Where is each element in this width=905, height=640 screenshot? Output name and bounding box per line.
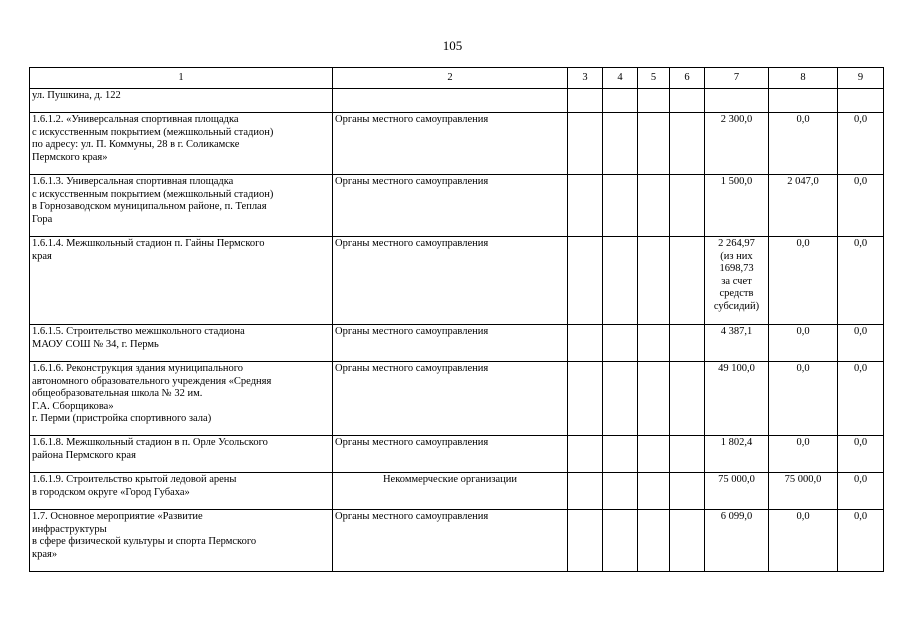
value-cell — [568, 362, 603, 436]
executor-cell — [333, 89, 568, 113]
value-cell: 2 047,0 — [769, 175, 838, 237]
measure-cell: 1.6.1.6. Реконструкция здания муниципального автономного образовательного учреждения «Средняя общеобразовательная школа № 32 им. Г.А. Сборщикова» г. Перми (пристройка спортивного зала) — [30, 362, 333, 436]
column-header: 2 — [333, 68, 568, 89]
value-cell — [638, 113, 670, 175]
value-cell: 0,0 — [838, 325, 884, 362]
value-cell: 4 387,1 — [705, 325, 769, 362]
value-cell: 0,0 — [769, 237, 838, 325]
value-cell — [568, 325, 603, 362]
column-header: 1 — [30, 68, 333, 89]
value-cell: 0,0 — [838, 362, 884, 436]
value-cell — [670, 113, 705, 175]
value-cell: 2 264,97 (из них 1698,73 за счет средств субсидий) — [705, 237, 769, 325]
measure-cell: ул. Пушкина, д. 122 — [30, 89, 333, 113]
value-cell — [603, 362, 638, 436]
column-header: 4 — [603, 68, 638, 89]
value-cell: 0,0 — [769, 113, 838, 175]
value-cell — [670, 175, 705, 237]
table-row — [30, 113, 884, 175]
table-row — [30, 436, 884, 473]
value-cell: 75 000,0 — [769, 473, 838, 510]
table-row — [30, 237, 884, 325]
value-cell — [638, 362, 670, 436]
value-cell: 0,0 — [769, 325, 838, 362]
column-header: 5 — [638, 68, 670, 89]
value-cell: 1 500,0 — [705, 175, 769, 237]
measure-cell: 1.6.1.9. Строительство крытой ледовой арены в городском округе «Город Губаха» — [30, 473, 333, 510]
value-cell — [603, 113, 638, 175]
column-header: 7 — [705, 68, 769, 89]
value-cell — [670, 325, 705, 362]
value-cell: 0,0 — [838, 436, 884, 473]
table-row — [30, 510, 884, 572]
value-cell: 0,0 — [838, 113, 884, 175]
column-header: 8 — [769, 68, 838, 89]
executor-cell: Органы местного самоуправления — [333, 113, 568, 175]
value-cell — [603, 510, 638, 572]
executor-cell: Органы местного самоуправления — [333, 362, 568, 436]
value-cell: 0,0 — [838, 237, 884, 325]
value-cell — [638, 89, 670, 113]
value-cell — [568, 113, 603, 175]
value-cell: 1 802,4 — [705, 436, 769, 473]
value-cell — [638, 473, 670, 510]
column-header: 6 — [670, 68, 705, 89]
value-cell: 0,0 — [769, 436, 838, 473]
value-cell: 0,0 — [838, 510, 884, 572]
table-row — [30, 473, 884, 510]
table-row — [30, 362, 884, 436]
value-cell: 75 000,0 — [705, 473, 769, 510]
executor-cell: Органы местного самоуправления — [333, 175, 568, 237]
value-cell: 0,0 — [769, 362, 838, 436]
value-cell — [568, 510, 603, 572]
value-cell — [603, 325, 638, 362]
value-cell — [838, 89, 884, 113]
value-cell: 0,0 — [838, 175, 884, 237]
value-cell — [705, 89, 769, 113]
value-cell — [603, 237, 638, 325]
table-row — [30, 325, 884, 362]
executor-cell: Органы местного самоуправления — [333, 325, 568, 362]
value-cell: 0,0 — [838, 473, 884, 510]
value-cell — [638, 175, 670, 237]
executor-cell: Некоммерческие организации — [333, 473, 568, 510]
value-cell — [670, 89, 705, 113]
measure-cell: 1.6.1.5. Строительство межшкольного стадиона МАОУ СОШ № 34, г. Пермь — [30, 325, 333, 362]
executor-cell: Органы местного самоуправления — [333, 237, 568, 325]
executor-cell: Органы местного самоуправления — [333, 510, 568, 572]
measure-cell: 1.6.1.4. Межшкольный стадион п. Гайны Пермского края — [30, 237, 333, 325]
header-row — [30, 68, 884, 89]
measure-cell: 1.7. Основное мероприятие «Развитие инфраструктуры в сфере физической культуры и спорта Пермского края» — [30, 510, 333, 572]
value-cell — [568, 89, 603, 113]
executor-cell: Органы местного самоуправления — [333, 436, 568, 473]
table-row — [30, 89, 884, 113]
value-cell — [769, 89, 838, 113]
value-cell: 2 300,0 — [705, 113, 769, 175]
value-cell — [603, 473, 638, 510]
measure-cell: 1.6.1.8. Межшкольный стадион в п. Орле Усольского района Пермского края — [30, 436, 333, 473]
value-cell: 49 100,0 — [705, 362, 769, 436]
budget-table — [29, 67, 884, 572]
value-cell: 6 099,0 — [705, 510, 769, 572]
value-cell — [670, 510, 705, 572]
column-header: 9 — [838, 68, 884, 89]
value-cell: 0,0 — [769, 510, 838, 572]
value-cell — [670, 436, 705, 473]
value-cell — [638, 436, 670, 473]
measure-cell: 1.6.1.2. «Универсальная спортивная площадка с искусственным покрытием (межшкольный стадион) по адресу: ул. П. Коммуны, 28 в г. Соликамске Пермского края» — [30, 113, 333, 175]
value-cell — [568, 175, 603, 237]
page-number: 105 — [442, 38, 463, 53]
value-cell — [638, 237, 670, 325]
value-cell — [603, 89, 638, 113]
value-cell — [670, 362, 705, 436]
value-cell — [638, 325, 670, 362]
measure-cell: 1.6.1.3. Универсальная спортивная площадка с искусственным покрытием (межшкольный стадион) в Горнозаводском муниципальном районе, п. Теплая Гора — [30, 175, 333, 237]
value-cell — [568, 473, 603, 510]
value-cell — [670, 473, 705, 510]
value-cell — [638, 510, 670, 572]
value-cell — [568, 237, 603, 325]
table-row — [30, 175, 884, 237]
value-cell — [603, 436, 638, 473]
column-header: 3 — [568, 68, 603, 89]
value-cell — [670, 237, 705, 325]
value-cell — [603, 175, 638, 237]
value-cell — [568, 436, 603, 473]
